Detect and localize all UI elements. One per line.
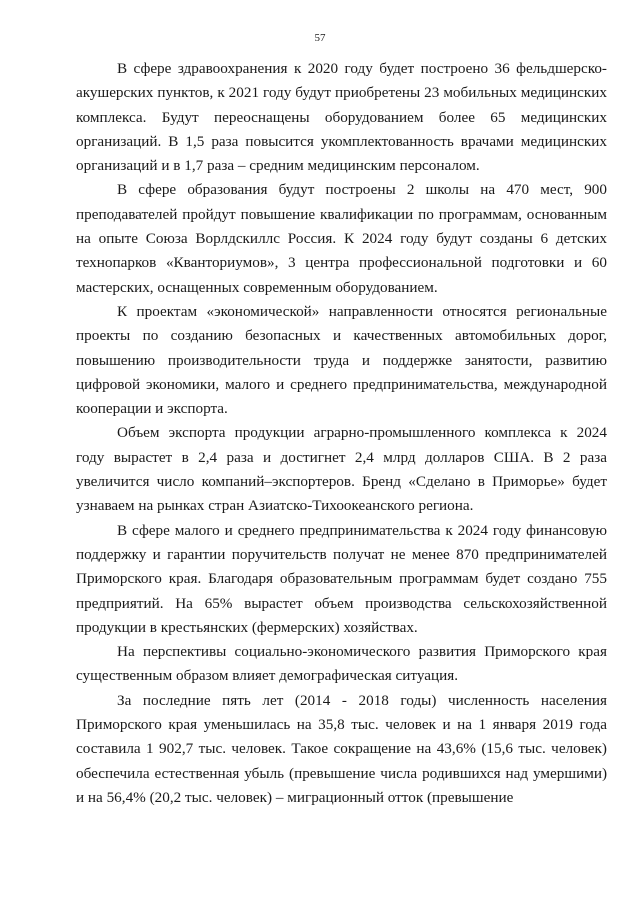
paragraph-economic-projects: К проектам «экономической» направленности относятся региональные проекты по созданию безопасных и качественных автомобильных дорог, повышению производительности труда и поддержке занятости, развитию цифровой экономики, малого и среднего предпринимательства, международной кооперации и экспорта. — [76, 302, 607, 418]
paragraph-export: Объем экспорта продукции аграрно-промышленного комплекса к 2024 году вырастет в 2,4 раза и достигнет 2,4 млрд долларов США. В 2 раза увеличится число компаний–экспортеров. Бренд «Сделано в Приморье» будет узнаваем на рынках стран Азиатско-Тихоокеанского региона. — [76, 424, 607, 515]
page-number: 57 — [314, 32, 326, 44]
document-body — [76, 57, 607, 810]
paragraph-education: В сфере образования будут построены 2 школы на 470 мест, 900 преподавателей пройдут повышение квалификации по программам, основанным на опыте Союза Ворлдскиллс Россия. К 2024 году будут созданы 6 детских технопарков «Кванториумов», 3 центра профессиональной подготовки и 60 мастерских, оснащенных современным оборудованием. — [76, 181, 607, 296]
paragraph-small-business: В сфере малого и среднего предпринимательства к 2024 году финансовую поддержку и гарантии поручительств получат не менее 870 предпринимателей Приморского края. Благодаря образовательным программам будет создано 755 предприятий. На 65% вырастет объем производства сельскохозяйственной продукции в крестьянских (фермерских) хозяйствах. — [76, 521, 607, 636]
paragraph-healthcare: В сфере здравоохранения к 2020 году будет построено 36 фельдшерско-акушерских пунктов, к 2021 году будут приобретены 23 мобильных медицинских комплекса. Будут переоснащены оборудованием более 65 медицинских организаций. В 1,5 раза повысится укомплектованность врачами медицинских организаций и в 1,7 раза – средним медицинским персоналом. — [76, 60, 607, 175]
paragraph-population: За последние пять лет (2014 - 2018 годы) численность населения Приморского края уменьшилась на 35,8 тыс. человек и на 1 января 2019 года составила 1 902,7 тыс. человек. Такое сокращение на 43,6% (15,6 тыс. человек) обеспечила естественная убыль (превышение числа родившихся над умершими) и на 56,4% (20,2 тыс. человек) – миграционный отток (превышение — [76, 691, 607, 806]
paragraph-demographics-intro: На перспективы социально-экономического развития Приморского края существенным образом влияет демографическая ситуация. — [76, 643, 607, 685]
